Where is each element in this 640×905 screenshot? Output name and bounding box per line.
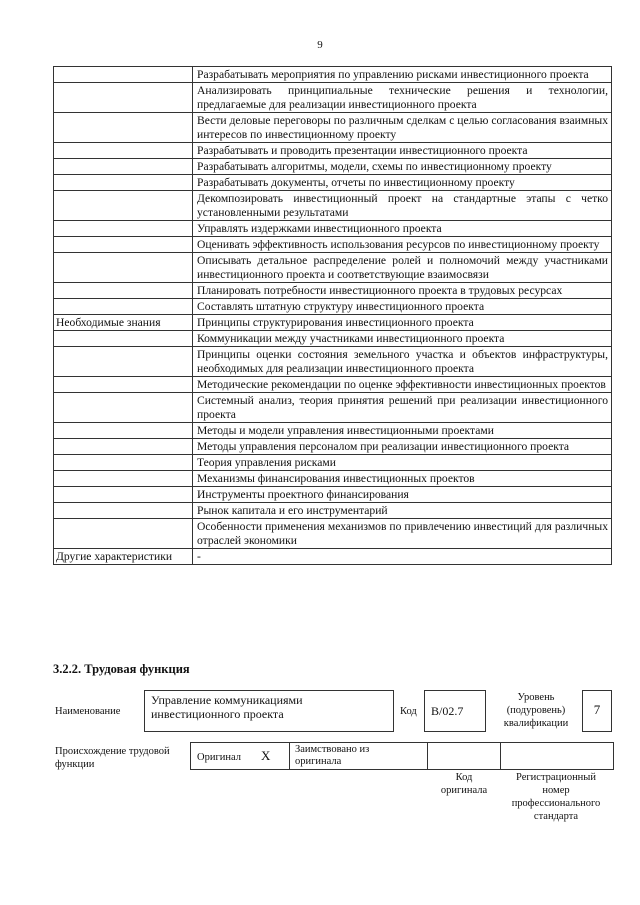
- row-item: Разрабатывать алгоритмы, модели, схемы по инвестиционному проекту: [193, 159, 612, 175]
- table-row: [54, 423, 612, 439]
- borrowed-label: Заимствовано из оригинала: [295, 744, 370, 767]
- row-label: [54, 331, 193, 347]
- table-row: [54, 159, 612, 175]
- table-row: [54, 283, 612, 299]
- level-label: Уровень (подуровень) квалификации: [503, 692, 569, 729]
- level-box: [582, 690, 612, 732]
- row-label: [54, 377, 193, 393]
- row-label: [54, 487, 193, 503]
- table-row: [54, 503, 612, 519]
- function-name-value: Управление коммуникациями инвестиционного проекта: [151, 693, 303, 721]
- table-row: [54, 455, 612, 471]
- table-row: [54, 83, 612, 113]
- row-item: Принципы структурирования инвестиционного проекта: [193, 315, 612, 331]
- table-row: [54, 439, 612, 455]
- row-item: Составлять штатную структуру инвестиционного проекта: [193, 299, 612, 315]
- row-item: -: [193, 549, 612, 565]
- row-label: [54, 221, 193, 237]
- row-item: Анализировать принципиальные технические решения и технологии, предлагаемые для реализации инвестиционного проекта: [193, 83, 612, 113]
- row-label: [54, 423, 193, 439]
- code-value: B/02.7: [431, 704, 464, 718]
- row-label: [54, 503, 193, 519]
- row-label: Необходимые знания: [54, 315, 193, 331]
- row-label: [54, 283, 193, 299]
- row-item: Разрабатывать мероприятия по управлению рисками инвестиционного проекта: [193, 67, 612, 83]
- page-number: 9: [317, 39, 323, 51]
- row-label: [54, 439, 193, 455]
- row-item: Системный анализ, теория принятия решений при реализации инвестиционного проекта: [193, 393, 612, 423]
- row-label: [54, 143, 193, 159]
- row-label: [54, 67, 193, 83]
- row-item: Особенности применения механизмов по привлечению инвестиций для различных отраслей экономики: [193, 519, 612, 549]
- row-label: [54, 113, 193, 143]
- row-label: [54, 253, 193, 283]
- row-label: [54, 237, 193, 253]
- table-row: [54, 315, 612, 331]
- origin-divider-3: [500, 742, 501, 770]
- origin-divider-1: [289, 742, 290, 770]
- section-title: 3.2.2. Трудовая функция: [53, 662, 190, 676]
- code-box: [424, 690, 486, 732]
- row-item: Теория управления рисками: [193, 455, 612, 471]
- table-row: [54, 377, 612, 393]
- row-item: Инструменты проектного финансирования: [193, 487, 612, 503]
- table-row: [54, 221, 612, 237]
- table-row: [54, 67, 612, 83]
- code-label: Код: [400, 706, 417, 717]
- reg-caption: Регистрационный номер профессионального стандарта: [511, 772, 601, 822]
- table-row: [54, 331, 612, 347]
- row-item: Разрабатывать и проводить презентации инвестиционного проекта: [193, 143, 612, 159]
- table-row: [54, 299, 612, 315]
- row-item: Механизмы финансирования инвестиционных проектов: [193, 471, 612, 487]
- row-item: Методы управления персоналом при реализации инвестиционного проекта: [193, 439, 612, 455]
- row-item: Оценивать эффективность использования ресурсов по инвестиционному проекту: [193, 237, 612, 253]
- row-item: Методические рекомендации по оценке эффективности инвестиционных проектов: [193, 377, 612, 393]
- table-row: [54, 175, 612, 191]
- row-label: [54, 83, 193, 113]
- original-mark: X: [261, 748, 271, 763]
- table-row: [54, 143, 612, 159]
- table-row: [54, 253, 612, 283]
- row-item: Принципы оценки состояния земельного участка и объектов инфраструктуры, необходимых для реализации инвестиционного проекта: [193, 347, 612, 377]
- code-caption: Код оригинала: [440, 772, 488, 796]
- table-row: [54, 347, 612, 377]
- row-label: Другие характеристики: [54, 549, 193, 565]
- row-item: Коммуникации между участниками инвестиционного проекта: [193, 331, 612, 347]
- requirements-table: [53, 66, 612, 565]
- row-label: [54, 519, 193, 549]
- table-row: [54, 519, 612, 549]
- function-name-label: Наименование: [55, 706, 121, 717]
- origin-label: Происхождение трудовой функции: [55, 746, 170, 770]
- row-item: Рынок капитала и его инструментарий: [193, 503, 612, 519]
- table-row: [54, 237, 612, 253]
- row-item: Планировать потребности инвестиционного проекта в трудовых ресурсах: [193, 283, 612, 299]
- table-row: [54, 393, 612, 423]
- row-label: [54, 393, 193, 423]
- table-row: [54, 191, 612, 221]
- row-label: [54, 455, 193, 471]
- table-row: [54, 471, 612, 487]
- row-label: [54, 191, 193, 221]
- row-item: Разрабатывать документы, отчеты по инвестиционному проекту: [193, 175, 612, 191]
- origin-divider-2: [427, 742, 428, 770]
- row-item: Вести деловые переговоры по различным сделкам с целью согласования взаимных интересов по инвестиционному проекту: [193, 113, 612, 143]
- original-label: Оригинал: [197, 752, 241, 763]
- row-label: [54, 299, 193, 315]
- row-label: [54, 159, 193, 175]
- function-name-box: [144, 690, 394, 732]
- row-label: [54, 347, 193, 377]
- row-label: [54, 175, 193, 191]
- row-item: Методы и модели управления инвестиционными проектами: [193, 423, 612, 439]
- table-row: [54, 549, 612, 565]
- row-item: Управлять издержками инвестиционного проекта: [193, 221, 612, 237]
- table-row: [54, 113, 612, 143]
- row-item: Декомпозировать инвестиционный проект на стандартные этапы с четко установленными результатами: [193, 191, 612, 221]
- row-label: [54, 471, 193, 487]
- row-item: Описывать детальное распределение ролей и полномочий между участниками инвестиционного проекта и соответствующие взаимосвязи: [193, 253, 612, 283]
- table-row: [54, 487, 612, 503]
- level-value: 7: [593, 702, 601, 717]
